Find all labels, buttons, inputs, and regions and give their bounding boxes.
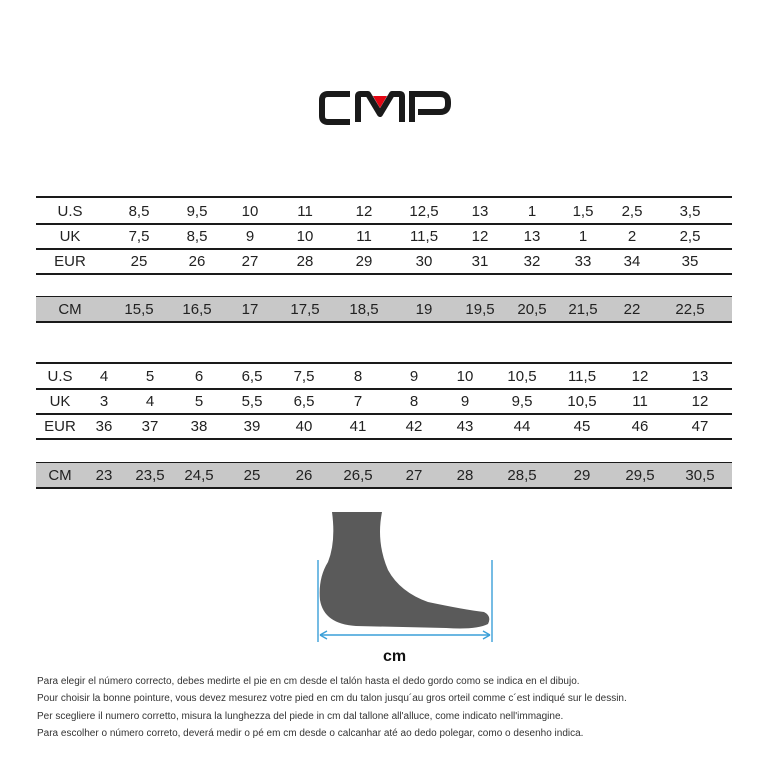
table-cell: 10 xyxy=(296,228,314,245)
row-label: CM xyxy=(48,467,72,484)
table-cell: 27 xyxy=(241,253,259,270)
table-cell: 46 xyxy=(631,418,649,435)
table-cell: 2 xyxy=(627,228,637,245)
table-cell: 12 xyxy=(691,393,709,410)
table-cell: 10 xyxy=(456,368,474,385)
table-row-cm xyxy=(36,463,732,487)
table-cell: 1 xyxy=(527,203,537,220)
instruction-it: Per scegliere il numero corretto, misura la lunghezza del piede in cm dal tallone all'alluce, come indicato nell'immagine. xyxy=(37,711,564,722)
row-label: CM xyxy=(58,301,82,318)
table-cell: 1,5 xyxy=(572,203,594,220)
table-cell: 36 xyxy=(95,418,113,435)
table-cell: 21,5 xyxy=(568,301,598,318)
table-cell: 5 xyxy=(145,368,155,385)
table-cell: 23,5 xyxy=(135,467,165,484)
table-cell: 35 xyxy=(681,253,699,270)
table-cell: 19 xyxy=(415,301,433,318)
table-cell: 9,5 xyxy=(511,393,533,410)
table-row-uk xyxy=(36,224,732,249)
table-cell: 29 xyxy=(355,253,373,270)
table-cell: 30,5 xyxy=(685,467,715,484)
table-cell: 13 xyxy=(691,368,709,385)
row-label: EUR xyxy=(44,418,76,435)
table-cell: 10 xyxy=(241,203,259,220)
table-row-eur xyxy=(36,414,732,439)
table-cell: 8 xyxy=(353,368,363,385)
table-cell: 8,5 xyxy=(186,228,208,245)
table-cell: 17,5 xyxy=(290,301,320,318)
table-cell: 10,5 xyxy=(507,368,537,385)
table-cell: 31 xyxy=(471,253,489,270)
size-table-kids xyxy=(36,196,732,326)
table-cell: 25 xyxy=(243,467,261,484)
table-row-cm xyxy=(36,297,732,321)
table-cell: 33 xyxy=(574,253,592,270)
table-cell: 22 xyxy=(623,301,641,318)
table-cell: 11 xyxy=(356,228,372,245)
table-cell: 42 xyxy=(405,418,423,435)
row-label: U.S xyxy=(57,203,83,220)
table-cell: 12 xyxy=(631,368,649,385)
table-cell: 41 xyxy=(349,418,367,435)
table-cell: 4 xyxy=(99,368,109,385)
table-cell: 1 xyxy=(578,228,588,245)
foot-icon xyxy=(320,512,490,629)
table-cell: 2,5 xyxy=(621,203,643,220)
table-cell: 23 xyxy=(95,467,113,484)
table-cell: 9 xyxy=(245,228,255,245)
table-cell: 26 xyxy=(188,253,206,270)
row-label: EUR xyxy=(54,253,86,270)
measure-unit-label: cm xyxy=(383,648,407,665)
foot-measure-illustration xyxy=(316,512,496,644)
cmp-logo xyxy=(318,88,452,128)
instruction-es: Para elegir el número correcto, debes medirte el pie en cm desde el talón hasta el dedo gordo como se indica en el dibujo. xyxy=(37,676,580,687)
table-cell: 37 xyxy=(141,418,159,435)
table-cell: 27 xyxy=(405,467,423,484)
table-cell: 19,5 xyxy=(465,301,495,318)
table-cell: 4 xyxy=(145,393,155,410)
table-cell: 29,5 xyxy=(625,467,655,484)
table-cell: 40 xyxy=(295,418,313,435)
table-cell: 44 xyxy=(513,418,531,435)
table-row-uk xyxy=(36,389,732,414)
table-cell: 29 xyxy=(573,467,591,484)
table-cell: 2,5 xyxy=(679,228,701,245)
table-cell: 20,5 xyxy=(517,301,547,318)
table-cell: 28,5 xyxy=(507,467,537,484)
table-cell: 30 xyxy=(415,253,433,270)
table-cell: 47 xyxy=(691,418,709,435)
table-cell: 7,5 xyxy=(293,368,315,385)
table-cell: 22,5 xyxy=(675,301,705,318)
table-cell: 26 xyxy=(295,467,313,484)
table-cell: 12,5 xyxy=(409,203,439,220)
table-cell: 8 xyxy=(409,393,419,410)
table-cell: 32 xyxy=(523,253,541,270)
table-cell: 24,5 xyxy=(184,467,214,484)
table-cell: 45 xyxy=(573,418,591,435)
table-cell: 13 xyxy=(523,228,541,245)
table-cell: 3,5 xyxy=(679,203,701,220)
table-cell: 9 xyxy=(460,393,470,410)
table-cell: 26,5 xyxy=(343,467,373,484)
table-cell: 10,5 xyxy=(567,393,597,410)
row-label: UK xyxy=(49,393,71,410)
table-row-us xyxy=(36,364,732,389)
table-cell: 6,5 xyxy=(241,368,263,385)
table-cell: 15,5 xyxy=(124,301,154,318)
table-cell: 13 xyxy=(471,203,489,220)
instruction-fr: Pour choisir la bonne pointure, vous devez mesurez votre pied en cm du talon jusqu´au gros orteil comme c´est indiqué sur le dessin. xyxy=(37,693,627,704)
table-cell: 17 xyxy=(241,301,259,318)
table-cell: 6 xyxy=(194,368,204,385)
table-cell: 11,5 xyxy=(409,228,439,245)
table-cell: 12 xyxy=(471,228,489,245)
table-cell: 18,5 xyxy=(349,301,379,318)
table-cell: 12 xyxy=(355,203,373,220)
table-cell: 11,5 xyxy=(567,368,597,385)
table-row-us xyxy=(36,199,732,224)
table-cell: 39 xyxy=(243,418,261,435)
table-cell: 9 xyxy=(409,368,419,385)
table-row-eur xyxy=(36,249,732,274)
table-cell: 5 xyxy=(194,393,204,410)
row-label: UK xyxy=(59,228,81,245)
table-cell: 3 xyxy=(99,393,109,410)
table-cell: 5,5 xyxy=(241,393,263,410)
table-cell: 9,5 xyxy=(186,203,208,220)
table-cell: 38 xyxy=(190,418,208,435)
table-cell: 7,5 xyxy=(128,228,150,245)
table-cell: 28 xyxy=(456,467,474,484)
table-cell: 6,5 xyxy=(293,393,315,410)
instruction-pt: Para escolher o número correto, deverá medir o pé em cm desde o calcanhar até ao dedo polegar, como o desenho indica. xyxy=(37,728,584,739)
table-cell: 11 xyxy=(297,203,313,220)
table-cell: 43 xyxy=(456,418,474,435)
table-cell: 7 xyxy=(353,393,363,410)
table-cell: 11 xyxy=(632,393,648,410)
table-cell: 25 xyxy=(130,253,148,270)
table-cell: 8,5 xyxy=(128,203,150,220)
size-table-adults xyxy=(36,362,732,492)
row-label: U.S xyxy=(47,368,73,385)
table-cell: 28 xyxy=(296,253,314,270)
table-cell: 34 xyxy=(623,253,641,270)
table-cell: 16,5 xyxy=(182,301,212,318)
